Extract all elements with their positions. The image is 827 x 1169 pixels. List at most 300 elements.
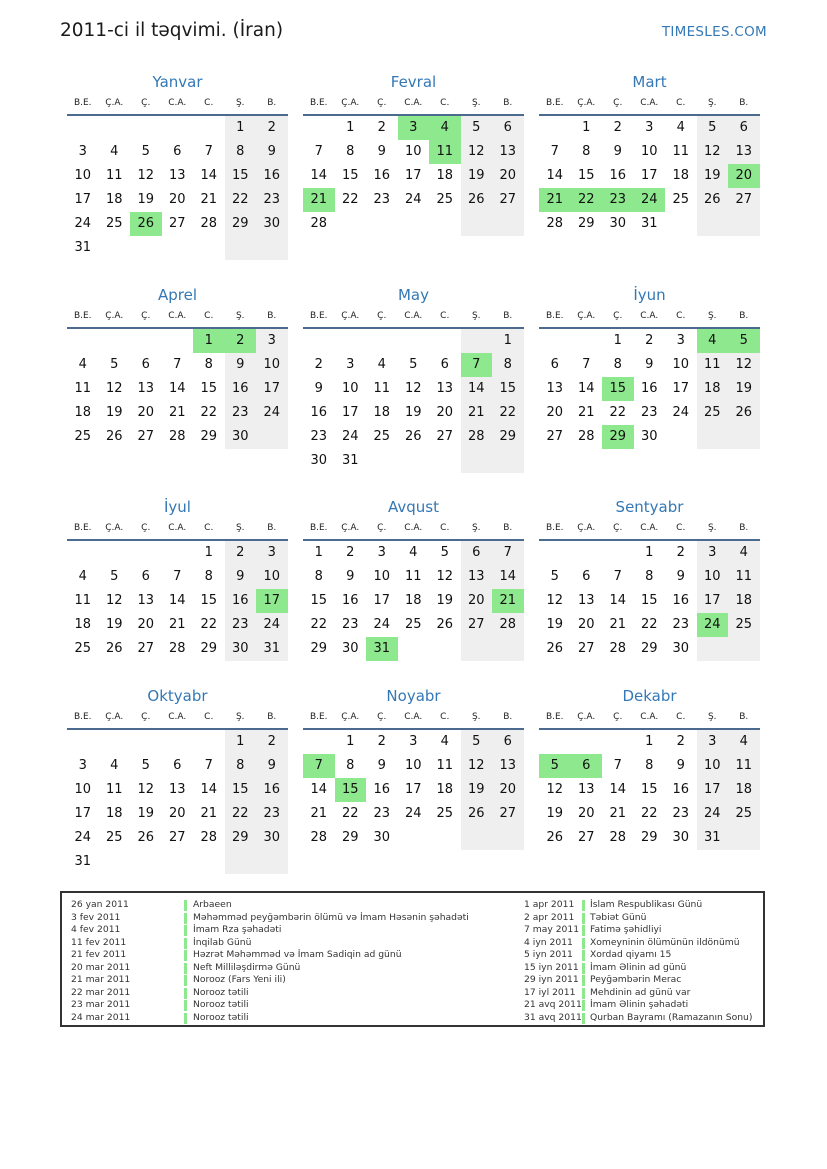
day-cell: 26 xyxy=(461,802,493,826)
day-cell: 16 xyxy=(373,782,391,797)
day-cell: 31 xyxy=(640,216,658,231)
day-cell: 11 xyxy=(697,353,729,377)
empty-cell xyxy=(492,212,524,236)
day-cell: 29 xyxy=(225,826,257,850)
day-cell: 2 xyxy=(256,116,288,140)
holiday-row xyxy=(524,962,764,975)
holiday-day: 20 xyxy=(728,164,760,188)
holiday-marker xyxy=(582,1000,585,1011)
weekday-label: C. xyxy=(204,523,214,533)
day-cell: 17 xyxy=(404,782,422,797)
day-grid xyxy=(539,329,760,449)
weekday-label: Ç.A. xyxy=(105,712,124,722)
weekday-label: C.A. xyxy=(404,98,423,108)
empty-cell xyxy=(398,826,430,850)
day-cell: 26 xyxy=(546,641,564,656)
day-cell: 6 xyxy=(461,541,493,565)
empty-cell xyxy=(461,637,493,661)
day-cell: 18 xyxy=(697,377,729,401)
day-cell: 29 xyxy=(492,425,524,449)
empty-cell xyxy=(429,329,461,353)
month-11 xyxy=(303,685,524,850)
holiday-row xyxy=(524,949,764,962)
day-cell: 5 xyxy=(141,758,150,773)
day-cell: 16 xyxy=(256,164,288,188)
weekday-label: Ç. xyxy=(141,523,151,533)
day-cell: 20 xyxy=(137,617,155,632)
empty-cell xyxy=(99,236,131,260)
day-cell: 21 xyxy=(200,806,218,821)
empty-cell xyxy=(335,212,367,236)
weekday-label: Ç. xyxy=(141,311,151,321)
holiday-marker xyxy=(582,950,585,961)
day-cell: 27 xyxy=(577,641,595,656)
month-name: Oktyabr xyxy=(147,687,208,705)
weekday-header xyxy=(539,93,760,116)
day-cell: 3 xyxy=(697,541,729,565)
holiday-marker xyxy=(582,963,585,974)
weekday-label: B. xyxy=(267,311,277,321)
day-cell: 15 xyxy=(200,381,218,396)
day-cell: 25 xyxy=(74,429,92,444)
day-cell: 18 xyxy=(436,168,454,183)
weekday-label: B. xyxy=(739,523,749,533)
holiday-date: 2 apr 2011 xyxy=(524,911,575,923)
day-cell: 4 xyxy=(409,545,418,560)
month-2 xyxy=(303,71,524,236)
day-cell: 29 xyxy=(200,641,218,656)
weekday-label: C.A. xyxy=(640,523,659,533)
day-cell: 7 xyxy=(582,357,591,372)
day-cell: 22 xyxy=(200,617,218,632)
weekday-label: Ç. xyxy=(377,98,387,108)
holiday-day: 17 xyxy=(256,589,288,613)
holiday-date: 21 fev 2011 xyxy=(71,949,127,960)
empty-cell xyxy=(571,730,603,754)
day-cell: 7 xyxy=(173,357,182,372)
day-cell: 2 xyxy=(676,545,685,560)
weekday-label: Ç.A. xyxy=(341,523,360,533)
day-cell: 15 xyxy=(640,593,658,608)
month-name: Fevral xyxy=(390,73,437,91)
holiday-row xyxy=(71,937,411,950)
holiday-day: 24 xyxy=(697,613,729,637)
empty-cell xyxy=(256,236,288,260)
day-cell: 22 xyxy=(225,802,257,826)
day-cell: 27 xyxy=(168,830,186,845)
holiday-row xyxy=(524,899,764,912)
day-cell: 4 xyxy=(728,541,760,565)
day-cell: 18 xyxy=(105,192,123,207)
month-name: İyul xyxy=(164,498,191,516)
weekday-label: Ç. xyxy=(377,311,387,321)
weekday-label: C. xyxy=(676,712,686,722)
day-cell: 20 xyxy=(546,405,564,420)
day-cell: 25 xyxy=(728,802,760,826)
weekday-label: C.A. xyxy=(404,712,423,722)
day-cell: 9 xyxy=(225,353,257,377)
day-cell: 10 xyxy=(697,754,729,778)
weekday-label: Ş. xyxy=(471,311,481,321)
day-cell: 4 xyxy=(78,569,87,584)
day-cell: 16 xyxy=(672,593,690,608)
day-cell: 2 xyxy=(346,545,355,560)
day-cell: 26 xyxy=(697,188,729,212)
day-cell: 7 xyxy=(613,758,622,773)
weekday-label: B.E. xyxy=(73,311,92,321)
holiday-column-left xyxy=(71,899,469,1024)
day-cell: 18 xyxy=(404,593,422,608)
day-cell: 16 xyxy=(310,405,328,420)
holiday-row xyxy=(71,949,411,962)
holiday-name: Norooz tətili xyxy=(193,1011,249,1023)
empty-cell xyxy=(429,449,461,473)
empty-cell xyxy=(571,541,603,565)
day-cell: 1 xyxy=(645,545,654,560)
holiday-date: 3 fev 2011 xyxy=(71,911,121,923)
weekday-label: Ş. xyxy=(235,311,245,321)
day-cell: 18 xyxy=(74,617,92,632)
empty-cell xyxy=(429,637,461,661)
day-cell: 21 xyxy=(310,806,328,821)
empty-cell xyxy=(697,425,729,449)
day-grid xyxy=(67,730,288,874)
day-cell: 5 xyxy=(461,116,493,140)
month-name: Sentyabr xyxy=(615,498,684,516)
day-cell: 31 xyxy=(256,637,288,661)
holiday-marker xyxy=(582,988,585,999)
weekday-label: Ş. xyxy=(707,523,717,533)
weekday-label: B. xyxy=(503,712,513,722)
day-cell: 1 xyxy=(346,734,355,749)
day-cell: 28 xyxy=(546,216,564,231)
day-cell: 8 xyxy=(204,357,213,372)
holiday-day: 15 xyxy=(602,377,634,401)
day-cell: 28 xyxy=(609,641,627,656)
day-grid xyxy=(539,541,760,661)
day-cell: 20 xyxy=(492,164,524,188)
day-cell: 25 xyxy=(672,192,690,207)
day-cell: 16 xyxy=(225,377,257,401)
day-cell: 24 xyxy=(74,830,92,845)
month-name: Mart xyxy=(632,73,667,91)
day-cell: 20 xyxy=(168,192,186,207)
holiday-marker xyxy=(184,1013,187,1024)
holiday-name: Həzrət Məhəmməd və İmam Sadiqin ad günü xyxy=(193,949,402,960)
day-grid xyxy=(303,541,524,661)
empty-cell xyxy=(398,329,430,353)
weekday-label: C. xyxy=(440,712,450,722)
weekday-label: C. xyxy=(676,311,686,321)
holiday-date: 23 mar 2011 xyxy=(71,999,131,1010)
holiday-marker xyxy=(184,913,187,924)
month-10 xyxy=(67,685,288,874)
day-cell: 12 xyxy=(546,593,564,608)
holiday-row xyxy=(71,924,411,937)
day-cell: 5 xyxy=(409,357,418,372)
empty-cell xyxy=(225,236,257,260)
holiday-date: 11 fev 2011 xyxy=(71,936,127,948)
holiday-date: 4 fev 2011 xyxy=(71,924,121,935)
weekday-header xyxy=(67,306,288,329)
day-cell: 16 xyxy=(341,593,359,608)
day-cell: 19 xyxy=(105,405,123,420)
holiday-row xyxy=(524,1012,764,1025)
weekday-label: C.A. xyxy=(168,311,187,321)
day-cell: 10 xyxy=(697,565,729,589)
holiday-marker xyxy=(582,900,585,911)
day-cell: 13 xyxy=(577,782,595,797)
day-cell: 11 xyxy=(404,569,422,584)
day-cell: 12 xyxy=(728,353,760,377)
day-cell: 19 xyxy=(697,164,729,188)
month-12 xyxy=(539,685,760,850)
weekday-label: C.A. xyxy=(640,311,659,321)
day-cell: 29 xyxy=(341,830,359,845)
day-cell: 8 xyxy=(225,754,257,778)
day-cell: 30 xyxy=(373,830,391,845)
day-cell: 27 xyxy=(137,641,155,656)
day-cell: 30 xyxy=(310,453,328,468)
weekday-label: C.A. xyxy=(168,712,187,722)
holiday-date: 29 iyn 2011 xyxy=(524,974,579,985)
day-cell: 25 xyxy=(728,613,760,637)
holiday-date: 1 apr 2011 xyxy=(524,899,575,910)
empty-cell xyxy=(697,212,729,236)
month-name: Avqust xyxy=(388,498,439,516)
day-cell: 23 xyxy=(256,188,288,212)
day-cell: 14 xyxy=(546,168,564,183)
day-cell: 7 xyxy=(204,758,213,773)
month-5 xyxy=(303,284,524,473)
day-cell: 20 xyxy=(137,405,155,420)
holiday-day: 21 xyxy=(539,188,571,212)
day-cell: 2 xyxy=(314,357,323,372)
day-cell: 27 xyxy=(436,429,454,444)
holiday-row xyxy=(524,999,764,1012)
day-cell: 24 xyxy=(341,429,359,444)
weekday-label: Ş. xyxy=(471,98,481,108)
page-title: 2011-ci il təqvimi. (İran) xyxy=(60,20,284,41)
day-cell: 26 xyxy=(461,188,493,212)
holiday-row xyxy=(71,962,411,975)
day-cell: 4 xyxy=(440,734,449,749)
empty-cell xyxy=(162,236,194,260)
holiday-name: Arbaeen xyxy=(193,899,232,910)
holiday-row xyxy=(71,1012,411,1025)
day-cell: 9 xyxy=(676,758,685,773)
empty-cell xyxy=(492,826,524,850)
day-cell: 18 xyxy=(74,405,92,420)
holiday-name: İmam Əlinin ad günü xyxy=(590,961,687,973)
day-cell: 19 xyxy=(728,377,760,401)
empty-cell xyxy=(398,449,430,473)
empty-cell xyxy=(162,730,194,754)
day-cell: 12 xyxy=(436,569,454,584)
day-cell: 25 xyxy=(74,641,92,656)
weekday-label: C.A. xyxy=(640,98,659,108)
month-name: May xyxy=(397,286,429,304)
holiday-marker xyxy=(184,938,187,949)
empty-cell xyxy=(602,541,634,565)
day-cell: 14 xyxy=(310,168,328,183)
day-cell: 6 xyxy=(173,144,182,159)
day-cell: 21 xyxy=(609,617,627,632)
month-name: Noyabr xyxy=(386,687,441,705)
day-cell: 4 xyxy=(377,357,386,372)
day-cell: 26 xyxy=(546,830,564,845)
day-cell: 22 xyxy=(341,192,359,207)
day-cell: 26 xyxy=(728,401,760,425)
day-cell: 4 xyxy=(676,120,685,135)
day-cell: 28 xyxy=(577,429,595,444)
weekday-label: Ç. xyxy=(377,523,387,533)
holiday-day: 21 xyxy=(492,589,524,613)
day-cell: 17 xyxy=(697,589,729,613)
day-cell: 15 xyxy=(310,593,328,608)
day-cell: 20 xyxy=(461,589,493,613)
day-cell: 15 xyxy=(200,593,218,608)
holiday-day: 7 xyxy=(303,754,335,778)
empty-cell xyxy=(130,329,162,353)
holiday-day: 5 xyxy=(539,754,571,778)
weekday-label: Ş. xyxy=(471,712,481,722)
day-cell: 24 xyxy=(373,617,391,632)
weekday-label: Ç.A. xyxy=(105,311,124,321)
day-cell: 1 xyxy=(314,545,323,560)
day-cell: 27 xyxy=(492,802,524,826)
day-cell: 1 xyxy=(225,730,257,754)
empty-cell xyxy=(398,637,430,661)
weekday-label: Ç.A. xyxy=(341,311,360,321)
day-cell: 31 xyxy=(341,453,359,468)
empty-cell xyxy=(162,329,194,353)
holiday-day: 1 xyxy=(193,329,225,353)
empty-cell xyxy=(335,329,367,353)
empty-cell xyxy=(665,425,697,449)
month-name: Dekabr xyxy=(622,687,677,705)
day-cell: 28 xyxy=(609,830,627,845)
holiday-marker xyxy=(184,1000,187,1011)
empty-cell xyxy=(429,826,461,850)
day-cell: 15 xyxy=(225,778,257,802)
empty-cell xyxy=(130,850,162,874)
day-cell: 8 xyxy=(346,144,355,159)
holiday-name: Norooz tətili xyxy=(193,999,249,1010)
day-cell: 30 xyxy=(672,641,690,656)
day-cell: 21 xyxy=(609,806,627,821)
weekday-label: Ş. xyxy=(235,712,245,722)
day-cell: 9 xyxy=(676,569,685,584)
holiday-row xyxy=(524,987,764,1000)
holiday-row xyxy=(524,912,764,925)
weekday-label: C. xyxy=(204,712,214,722)
weekday-label: Ç.A. xyxy=(105,98,124,108)
day-cell: 14 xyxy=(200,782,218,797)
day-cell: 16 xyxy=(640,381,658,396)
holiday-name: İmam Rza şəhadəti xyxy=(193,924,282,935)
day-cell: 11 xyxy=(105,782,123,797)
day-cell: 7 xyxy=(613,569,622,584)
holiday-row xyxy=(71,974,411,987)
site-link[interactable]: TIMESLES.COM xyxy=(661,24,767,40)
day-cell: 12 xyxy=(105,593,123,608)
weekday-label: Ş. xyxy=(707,712,717,722)
day-cell: 16 xyxy=(225,589,257,613)
day-cell: 27 xyxy=(168,216,186,231)
holiday-name: Norooz tətili xyxy=(193,986,249,998)
day-cell: 15 xyxy=(577,168,595,183)
day-cell: 1 xyxy=(225,116,257,140)
holiday-date: 26 yan 2011 xyxy=(71,899,129,910)
weekday-label: C. xyxy=(676,523,686,533)
holiday-list xyxy=(60,891,765,1027)
month-name: Aprel xyxy=(157,286,198,304)
day-cell: 21 xyxy=(577,405,595,420)
weekday-label: B.E. xyxy=(309,98,328,108)
holiday-name: Norooz (Fars Yeni ili) xyxy=(193,974,286,985)
day-cell: 20 xyxy=(492,778,524,802)
day-cell: 12 xyxy=(137,168,155,183)
weekday-header xyxy=(303,306,524,329)
weekday-label: B.E. xyxy=(309,523,328,533)
day-grid xyxy=(303,116,524,236)
weekday-label: C. xyxy=(440,98,450,108)
empty-cell xyxy=(461,826,493,850)
day-cell: 24 xyxy=(256,613,288,637)
weekday-label: C.A. xyxy=(640,712,659,722)
day-cell: 21 xyxy=(168,405,186,420)
empty-cell xyxy=(492,449,524,473)
holiday-day: 11 xyxy=(429,140,461,164)
day-cell: 14 xyxy=(168,593,186,608)
day-cell: 27 xyxy=(577,830,595,845)
empty-cell xyxy=(99,116,131,140)
day-cell: 12 xyxy=(404,381,422,396)
weekday-label: B.E. xyxy=(73,712,92,722)
day-cell: 9 xyxy=(346,569,355,584)
day-cell: 25 xyxy=(105,216,123,231)
empty-cell xyxy=(665,212,697,236)
holiday-day: 4 xyxy=(429,116,461,140)
holiday-date: 17 iyl 2011 xyxy=(524,986,576,998)
day-cell: 11 xyxy=(105,168,123,183)
holiday-name: Xomeyninin ölümünün ildönümü xyxy=(590,936,740,948)
weekday-label: Ç.A. xyxy=(341,98,360,108)
day-cell: 23 xyxy=(225,613,257,637)
day-cell: 27 xyxy=(728,188,760,212)
holiday-day: 4 xyxy=(697,329,729,353)
day-cell: 9 xyxy=(225,565,257,589)
weekday-label: C.A. xyxy=(168,98,187,108)
holiday-day: 24 xyxy=(634,188,666,212)
empty-cell xyxy=(67,329,99,353)
day-cell: 13 xyxy=(492,140,524,164)
day-cell: 6 xyxy=(141,569,150,584)
day-cell: 23 xyxy=(373,806,391,821)
day-cell: 22 xyxy=(640,617,658,632)
day-cell: 26 xyxy=(404,429,422,444)
day-cell: 23 xyxy=(225,401,257,425)
day-cell: 23 xyxy=(256,802,288,826)
holiday-column-right xyxy=(524,899,764,1024)
day-cell: 24 xyxy=(404,806,422,821)
day-grid xyxy=(67,329,288,449)
day-cell: 30 xyxy=(341,641,359,656)
holiday-day: 23 xyxy=(602,188,634,212)
day-cell: 6 xyxy=(173,758,182,773)
empty-cell xyxy=(539,541,571,565)
